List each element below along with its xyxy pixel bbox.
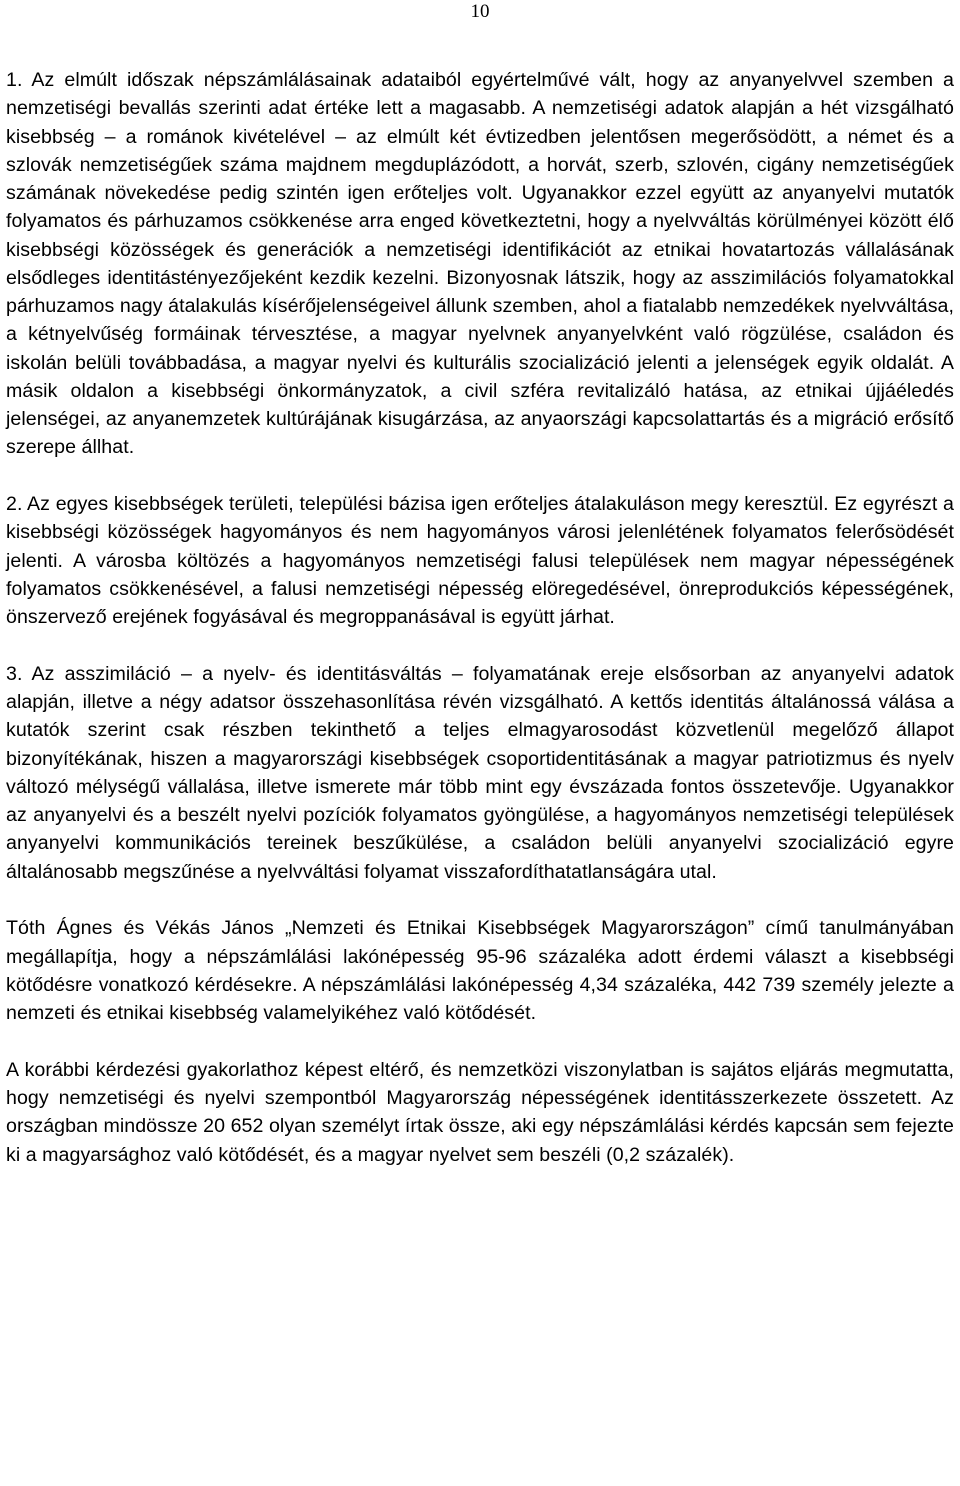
paragraph-4: Tóth Ágnes és Vékás János „Nemzeti és Etnikai Kisebbségek Magyarországon” című tanulmányában megállapítja, hogy a népszámlálási lakónépesség 95-96 százaléka adott érdemi választ a kisebbségi kötődésre vonatkozó kérdésekre. A népszámlálási lakónépesség 4,34 százaléka, 442 739 személy jelezte a nemzeti és etnikai kisebbség valamelyikéhez való kötődését. [6,917,954,1024]
paragraph-5: A korábbi kérdezési gyakorlathoz képest eltérő, és nemzetközi viszonylatban is sajátos eljárás megmutatta, hogy nemzetiségi és nyelvi szempontból Magyarország népességének identitásszerkezete összetett. Az országban mindössze 20 652 olyan személyt írtak össze, aki egy népszámlálási kérdés kapcsán sem fejezte ki a magyarsághoz való kötődését, és a magyar nyelvet sem beszéli (0,2 százalék). [6,1058,954,1166]
paragraph-3: 3. Az asszimiláció – a nyelv- és identitásváltás – folyamatának ereje elsősorban az anyanyelvi adatok alapján, illetve a négy adatsor összehasonlítása révén vizsgálható. A kettős identitás általánossá válása a kutatók szerint csak részben tekinthető a teljes elmagyarosodást közvetlenül megelőző állapot bizonyítékának, hiszen a magyarországi kisebbségek csoportidentitásának a magyar patriotizmus és nyelv változó mélységű vállalása, illetve ismerete már több mint egy évszázada fontos összetevője. Ugyanakkor az anyanyelvi és a beszélt nyelvi pozíciók folyamatos gyöngülése, a hagyományos nemzetiségi települések anyanyelvi kommunikációs tereinek beszűkülése, a családon belüli anyanyelvi szocializáció egyre általánosabb megszűnése a nyelvváltási folyamat visszafordíthatatlanságára utal. [6,662,954,883]
paragraph-2: 2. Az egyes kisebbségek területi, települési bázisa igen erőteljes átalakuláson megy keresztül. Ez egyrészt a kisebbségi közösségek hagyományos és nem hagyományos városi jelenlétének folyamatos felerősödését jelenti. A városba költözés a hagyományos nemzetiségi falusi települések nem magyar népességének folyamatos csökkenésével, a falusi nemzetiségi népesség elöregedésével, önreprodukciós képességének, önszervező erejének fogyásával és megroppanásával is együtt járhat. [6,493,954,628]
body-text [6,66,954,1169]
paragraph-1: 1. Az elmúlt időszak népszámlálásainak adataiból egyértelművé vált, hogy az anyanyelvvel szemben a nemzetiségi bevallás szerinti adat értéke lett a magasabb. A nemzetiségi adatok alapján a hét vizsgálható kisebbség – a románok kivételével – az elmúlt két évtizedben jelentősen megerősödött, a német és a szlovák nemzetiségűek száma majdnem megduplázódott, a horvát, szerb, szlovén, cigány nemzetiségűek számának növekedése pedig szintén igen erőteljes volt. Ugyanakkor ezzel együtt az anyanyelvi mutatók folyamatos és párhuzamos csökkenése arra enged következtetni, hogy a nyelvváltás körülményei között élő kisebbségi közösségek és generációk a nemzetiségi identifikációt az etnikai hovatartozás vállalásának elsődleges identitástényezőjeként kezdik kezelni. Bizonyosnak látszik, hogy az asszimilációs folyamatokkal párhuzamos nagy átalakulás kísérőjelenségeivel állunk szemben, ahol a fiatalabb nemzedékek nyelvváltása, a kétnyelvűség formáinak térvesztése, a magyar nyelvnek anyanyelvként való rögzülése, családon és iskolán belüli továbbadása, a magyar nyelvi és kulturális szocializáció jelenti a jelenségek egyik oldalát. A másik oldalon a kisebbségi önkormányzatok, a civil szféra revitalizáló hatása, az etnikai újjáéledés jelenségei, az anyanemzetek kultúrájának kisugárzása, az anyaországi kapcsolattartás és a migráció erősítő szerepe állhat. [6,69,954,459]
page-number: 10 [470,1,490,22]
